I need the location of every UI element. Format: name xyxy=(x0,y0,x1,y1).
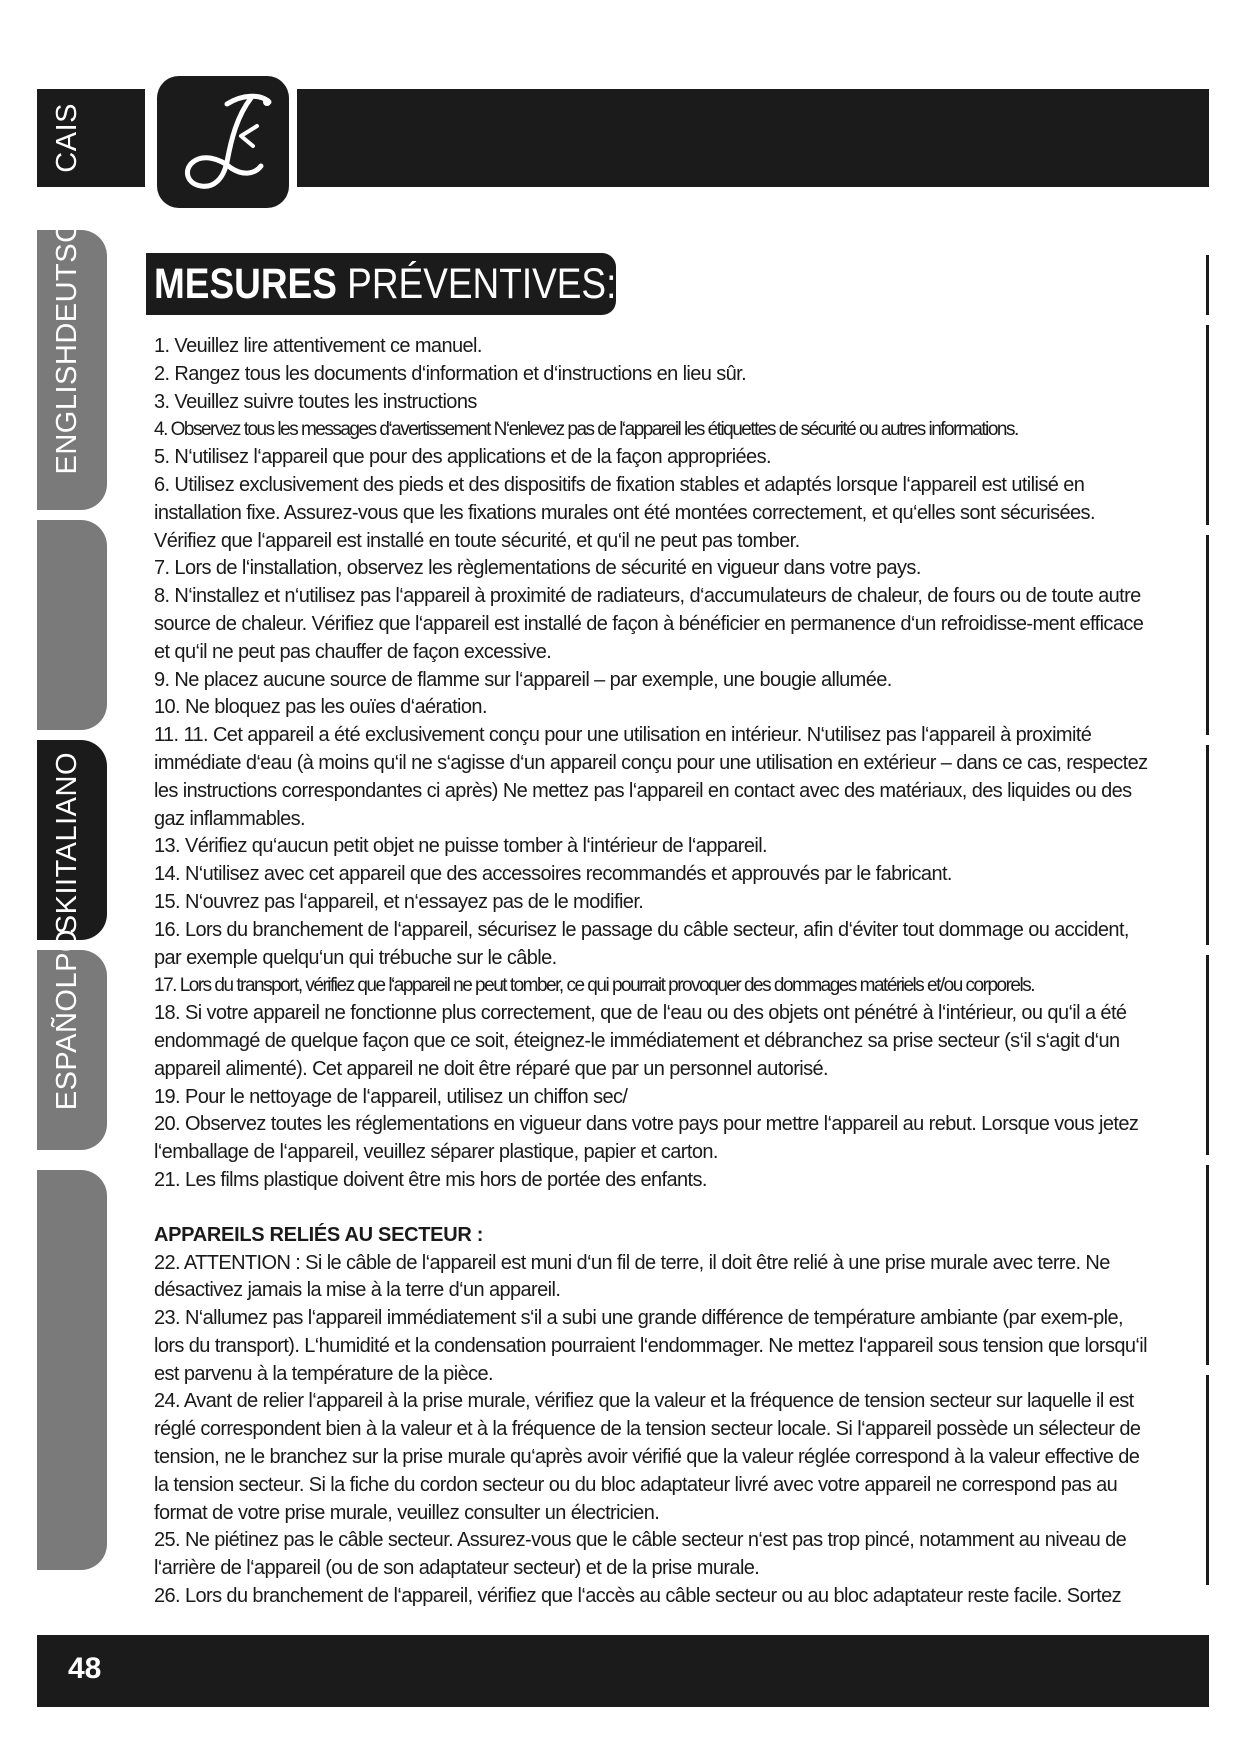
title-bold: MESURES xyxy=(154,260,337,308)
brand-logo-icon xyxy=(157,76,289,208)
list-item: 18. Si votre appareil ne fonctionne plus correctement, que de l‘eau ou des objets ont pénétré à l‘intérieur, ou qu‘il a été endommagé de quelque façon que ce soit, éteignez-le immédiatement et débranchez sa prise secteur (s‘il s‘agit d‘un appareil alimenté). Cet appareil ne doit être réparé que par un personnel autorisé. xyxy=(154,1002,1127,1080)
right-rule xyxy=(1206,745,1209,945)
side-tab-francais[interactable] xyxy=(37,89,107,187)
list-item: 4. Observez tous les messages d‘avertissement N‘enlevez pas de l‘appareil les étiquettes de sécurité ou autres informations. xyxy=(154,419,1018,441)
header-bar xyxy=(297,89,1209,187)
page-title xyxy=(154,258,616,310)
list-item: 5. N‘utilisez l‘appareil que pour des applications et de la façon appropriées. xyxy=(154,446,771,469)
list-item: 15. N‘ouvrez pas l‘appareil, et n‘essayez pas de le modifier. xyxy=(154,890,644,913)
side-tab-italiano[interactable] xyxy=(37,740,107,940)
right-rule xyxy=(1206,535,1209,735)
right-rule xyxy=(1206,955,1209,1155)
list-item: 2. Rangez tous les documents d‘information et d‘instructions en lieu sûr. xyxy=(154,362,747,385)
side-tab-blank-2[interactable] xyxy=(37,1170,107,1570)
list-item: 10. Ne bloquez pas les ouïes d‘aération. xyxy=(154,696,487,719)
list-item: 24. Avant de relier l‘appareil à la prise murale, vérifiez que la valeur et la fréquence de tension secteur sur laquelle il est réglé correspondent bien à la valeur et à la fréquence de la tension secteur locale. Si l‘appareil possède un sélecteur de tension, ne le branchez sur la prise murale qu‘après avoir vérifié que la valeur réglée correspond à la valeur effective de la tension secteur. Si la fiche du cordon secteur ou du bloc adaptateur livré avec votre appareil ne correspond pas au format de votre prise murale, veuillez consulter un électricien. xyxy=(154,1390,1141,1524)
list-item: 20. Observez toutes les réglementations en vigueur dans votre pays pour mettre l‘appareil au rebut. Lorsque vous jetez l‘emballage de l‘appareil, veuillez séparer plastique, papier et carton. xyxy=(154,1113,1139,1164)
side-tab-label: CAIS xyxy=(51,103,83,173)
side-tab-label: ENGLISHDEUTSCH xyxy=(51,199,83,474)
list-item: 14. N‘utilisez avec cet appareil que des accessoires recommandés et approuvés par le fabricant. xyxy=(154,863,952,886)
list-item: 19. Pour le nettoyage de l‘appareil, utilisez un chiffon sec/ xyxy=(154,1085,628,1108)
side-tab-english-deutsch[interactable] xyxy=(37,199,107,510)
list-item: 9. Ne placez aucune source de flamme sur l‘appareil – par exemple, une bougie allumée. xyxy=(154,668,892,691)
list-item: 1. Veuillez lire attentivement ce manuel. xyxy=(154,335,482,357)
list-item: 17. Lors du transport, vérifiez que l‘appareil ne peut tomber, ce qui pourrait provoquer des dommages matériels et/ou corporels. xyxy=(154,975,1034,997)
section-heading: APPAREILS RELIÉS AU SECTEUR : xyxy=(154,1223,484,1246)
footer-bar xyxy=(37,1635,1209,1707)
content xyxy=(154,333,1154,1611)
list-item: 23. N‘allumez pas l‘appareil immédiatement s‘il a subi une grande différence de température ambiante (par exem-ple, lors du transport). L‘humidité et la condensation pourraient l‘endommager. Ne mettez l‘appareil sous tension que lorsqu‘il est parvenu à la température de la pièce. xyxy=(154,1307,1147,1385)
list-item: 21. Les films plastique doivent être mis hors de portée des enfants. xyxy=(154,1168,707,1191)
side-tab-blank-1[interactable] xyxy=(37,520,107,730)
title-light: PRÉVENTIVES: xyxy=(336,260,617,308)
list-item: 6. Utilisez exclusivement des pieds et des dispositifs de fixation stables et adaptés lorsque l‘appareil est utilisé en installation fixe. Assurez-vous que les fixations murales ont été montées correctement, et qu‘elles sont sécurisées. Vérifiez que l‘appareil est installé en toute sécurité, et qu‘il ne peut pas tomber. xyxy=(154,473,1095,552)
list-item: 8. N‘installez et n‘utilisez pas l‘appareil à proximité de radiateurs, d‘accumulateurs de chaleur, de fours ou de toute autre source de chaleur. Vérifiez que l‘appareil est installé de façon à bénéficier en permanence d‘un refroidisse-ment efficace et qu‘il ne peut pas chauffer de façon excessive. xyxy=(154,585,1144,663)
list-item: 3. Veuillez suivre toutes les instructions xyxy=(154,390,477,413)
right-rule xyxy=(1206,325,1209,525)
list-item: 22. ATTENTION : Si le câble de l‘appareil est muni d‘un fil de terre, il doit être relié à une prise murale avec terre. Ne désactivez jamais la mise à la terre d‘un appareil. xyxy=(154,1251,1110,1302)
side-tab-label: SKIITALIANO xyxy=(51,751,83,934)
list-item: 11. 11. Cet appareil a été exclusivement conçu pour une utilisation en intérieur. N‘utilisez pas l‘appareil à proximité immédiate d‘eau (à moins qu‘il ne s‘agisse d‘un appareil conçu pour une utilisation en extérieur – dans ce cas, respectez les instructions correspondantes ci après) Ne mettez pas l‘appareil en contact avec des matériaux, des liquides ou des gaz inflammables. xyxy=(154,724,1148,830)
list-item: 26. Lors du branchement de l‘appareil, vérifiez que l‘accès au câble secteur ou au bloc adaptateur reste facile. Sortez xyxy=(154,1585,1121,1608)
right-rule xyxy=(1206,1165,1209,1365)
right-rule xyxy=(1206,1375,1209,1585)
side-tab-espanol[interactable] xyxy=(37,928,107,1150)
list-item: 7. Lors de l‘installation, observez les règlementations de sécurité en vigueur dans votre pays. xyxy=(154,557,921,580)
page-number: 48 xyxy=(68,1652,102,1685)
list-item: 25. Ne piétinez pas le câble secteur. Assurez-vous que le câble secteur n‘est pas trop pincé, notamment au niveau de l‘arrière de l‘appareil (ou de son adaptateur secteur) et de la prise murale. xyxy=(154,1529,1127,1580)
side-tab-label: ESPAÑOLPO xyxy=(51,928,83,1110)
right-rule xyxy=(1206,255,1209,315)
list-item: 13. Vérifiez qu‘aucun petit objet ne puisse tomber à l‘intérieur de l‘appareil. xyxy=(154,835,767,858)
list-item: 16. Lors du branchement de l‘appareil, sécurisez le passage du câble secteur, afin d‘éviter tout dommage ou accident, par exemple quelqu‘un qui trébuche sur le câble. xyxy=(154,918,1129,969)
